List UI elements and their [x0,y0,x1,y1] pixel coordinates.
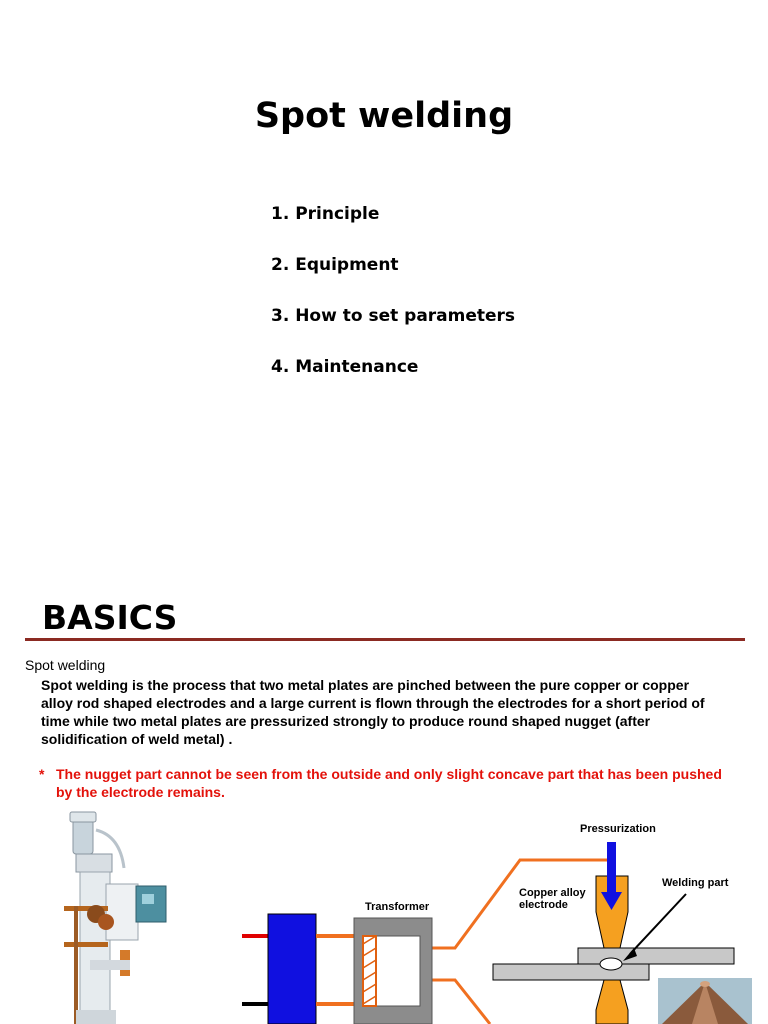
definition-paragraph: Spot welding is the process that two metal plates are pinched between the pure copper or copper alloy rod shaped electrodes and a large current is flown through the electrodes for a short period of time while two metal plates are pressurized strongly to produce round shaped nugget (after solidification of weld metal) . [41,677,705,747]
slide-title: Spot welding [254,96,514,136]
transformer-label: Transformer [365,901,430,913]
primary-supply-block [268,914,316,1024]
welding-part-pointer [630,894,686,954]
lower-electrode [596,980,628,1024]
lower-plate [493,964,649,980]
agenda-list [271,200,515,404]
agenda-item-parameters: 3. How to set parameters [271,306,516,326]
title-divider [25,638,745,641]
pressurization-label: Pressurization [580,823,656,835]
weld-nugget [600,958,622,970]
secondary-wire-upper [422,860,610,948]
note-text: The nugget part cannot be seen from the outside and only slight concave part that has been pushed by the electrode remains. [56,766,722,800]
section-title: BASICS [42,598,178,637]
agenda-item-equipment: 2. Equipment [271,255,399,275]
basics-slide [0,560,768,1024]
electrode-label-line2: electrode [519,899,568,911]
electrode-tip-photo [658,978,752,1024]
welding-machine-image [60,810,170,1024]
welding-part-label: Welding part [662,877,729,889]
note-marker: * [39,766,45,782]
agenda-item-principle: 1. Principle [271,204,380,224]
transformer-coil [363,936,376,1006]
electrode-label-line1: Copper alloy [519,887,586,899]
agenda-item-maintenance: 4. Maintenance [271,357,419,377]
subheading: Spot welding [25,657,106,673]
note [39,765,739,801]
